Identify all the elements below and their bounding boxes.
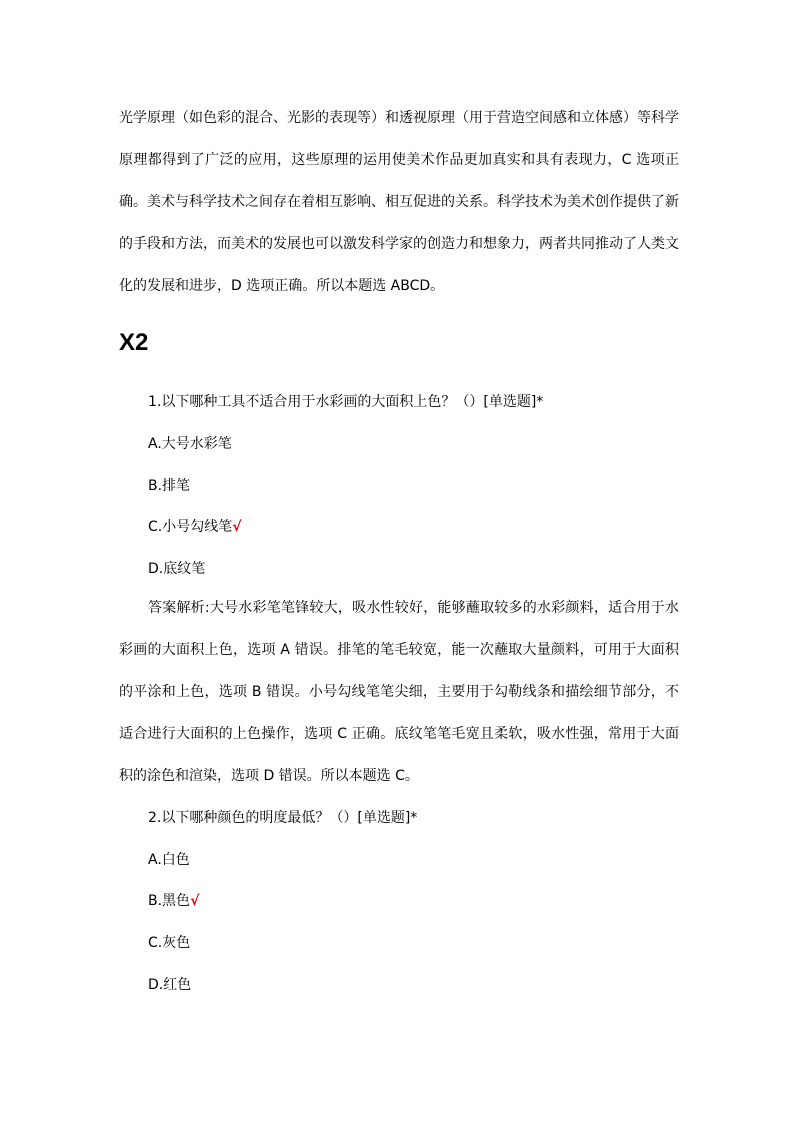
question-1-option-c xyxy=(148,517,242,537)
question-1-explanation: 答案解析:大号水彩笔笔锋较大，吸水性较好，能够蘸取较多的水彩颜料，适合用于水彩画的大面积上色，选项 A 错误。排笔的笔毛较宽，能一次蘸取大量颜料，可用于大面积的平涂和上色，选项 B 错误。小号勾线笔笔尖细，主要用于勾勒线条和描绘细节部分，不适合进行大面积的上色操作，选项 C 正确。底纹笔笔毛宽且柔软，吸水性强，常用于大面积的涂色和渲染，选项 D 错误。所以本题选 C。 xyxy=(119,600,679,784)
correct-check-icon: √ xyxy=(232,519,242,535)
question-2-option-b xyxy=(148,891,199,911)
correct-check-icon: √ xyxy=(190,893,200,909)
question-2-option-c: C.灰色 xyxy=(148,935,191,951)
question-2-option-d: D.红色 xyxy=(148,977,192,993)
question-2-option-b-label: B.黑色 xyxy=(148,893,191,909)
question-1-option-b: B.排笔 xyxy=(148,478,191,494)
question-1-option-d: D.底纹笔 xyxy=(148,561,206,577)
section-heading: X2 xyxy=(119,329,149,356)
intro-paragraph: 光学原理（如色彩的混合、光影的表现等）和透视原理（用于营造空间感和立体感）等科学原理都得到了广泛的应用，这些原理的运用使美术作品更加真实和具有表现力，C 选项正确。美术与科学技术之间存在着相互影响、相互促进的关系。科学技术为美术创作提供了新的手段和方法，而美术的发展也可以激发科学家的创造力和想象力，两者共同推动了人类文化的发展和进步，D 选项正确。所以本题选 ABCD。 xyxy=(119,110,679,294)
question-1-option-c-label: C.小号勾线笔 xyxy=(148,519,233,535)
question-2-stem: 2.以下哪种颜色的明度最低？（）[单选题]* xyxy=(148,810,418,826)
question-1-option-a: A.大号水彩笔 xyxy=(148,436,232,452)
question-1-stem: 1.以下哪种工具不适合用于水彩画的大面积上色？（）[单选题]* xyxy=(148,394,544,410)
question-2-option-a: A.白色 xyxy=(148,852,190,868)
